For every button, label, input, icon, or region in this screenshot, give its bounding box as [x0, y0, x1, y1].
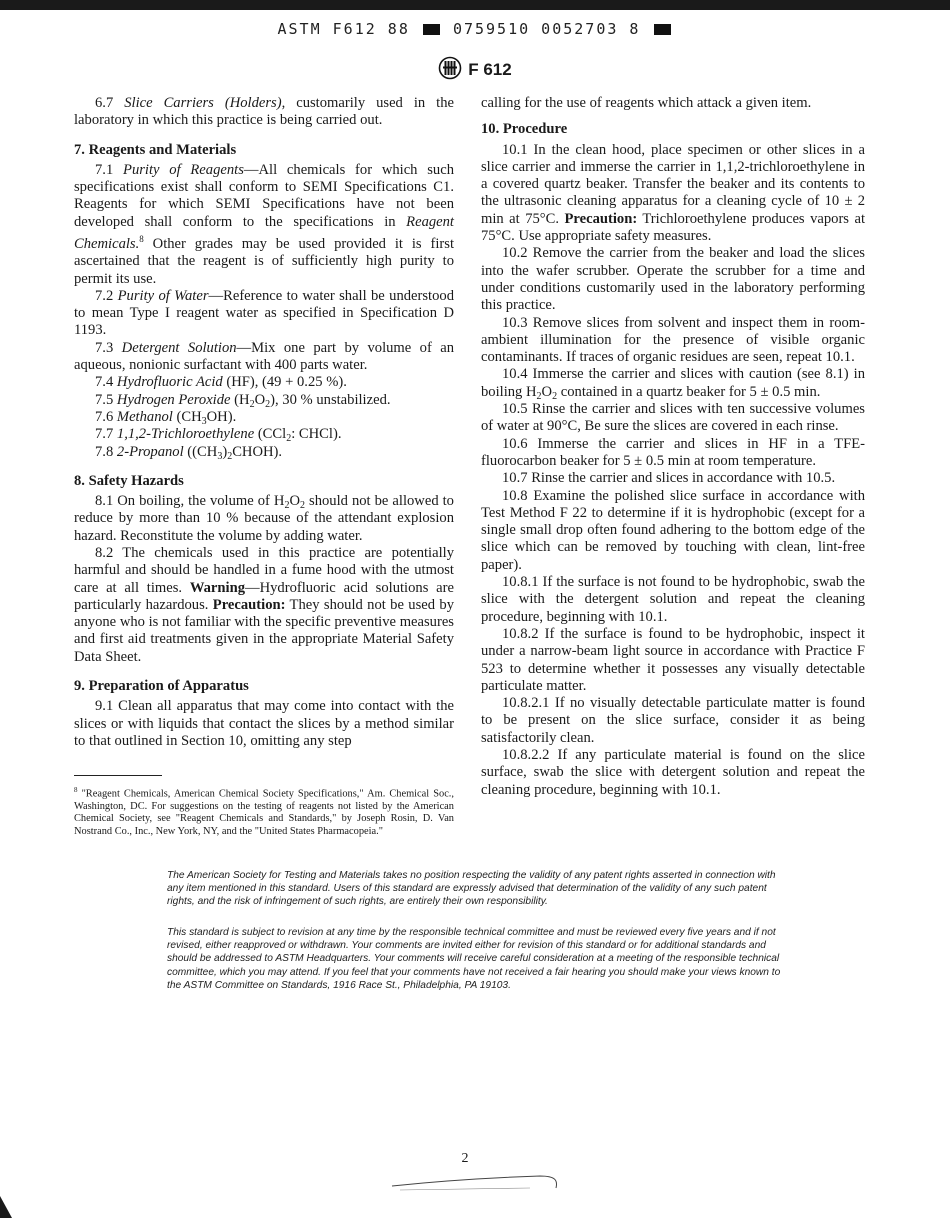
footnote-ref-8: 8: [139, 234, 144, 245]
para-9-1-continued: calling for the use of reagents which attack a given item.: [481, 95, 812, 111]
para-8-1: 8.1 On boiling, the volume of $H_2O_2$ should not be allowed to reduce by more than 10 % because of the attendant explosion hazard. Reconstitute the volume by adding water.: [74, 493, 454, 544]
para-6-7: 6.7 Slice Carriers (Holders), customarily used in the laboratory in which this practice is being carried out.: [74, 95, 454, 129]
para-9-1: 9.1 Clean all apparatus that may come into contact with the slices or with liquids that contact the slices by a method similar to that outlined in Section 10, omitting any step: [74, 698, 454, 749]
right-column: [481, 95, 865, 799]
para-10-8: 10.8 Examine the polished slice surface in accordance with Test Method F 22 to determine if it is hydrophobic (except for a single small drop often found adhering to the bottom edge of the slice which can be removed by touching with clean, lint-free paper).: [481, 487, 865, 573]
footnote-8: $^8$ "Reagent Chemicals, American Chemical Society Specifications," Am. Chemical Soc., Washington, DC. For suggestions on the testing of reagents not listed by the American Chemical Society, see "Reagent Chemicals and Standards," by Joseph Rosin, D. Van Nostrand Co., Inc., New York, NY, and the "United States Pharmacopeia.": [74, 786, 454, 837]
para-10-8-2: 10.8.2 If the surface is found to be hydrophobic, inspect it under a narrow-beam light source in accordance with Practice F 523 to determine whether it possesses any visually detectable particulate matter.: [481, 625, 865, 694]
para-10-1: 10.1 In the clean hood, place specimen or other slices in a slice carrier and immerse the carrier in 1,1,2-trichloroethylene in a covered quartz beaker. Transfer the beaker and its contents to the ultrasonic cleaning apparatus for a cleaning cycle of 10 ± 2 min at 75°C. Precaution: Trichloroethylene produces vapors at 75°C. Use appropriate safety measures.: [481, 141, 865, 245]
para-7-4: 7.4 Hydrofluoric Acid (HF), (49 + 0.25 %).: [95, 374, 347, 391]
page-number: 2: [461, 1151, 469, 1166]
scan-block-mark: [423, 24, 440, 35]
para-7-6: 7.6 Methanol $(CH_3OH)$.: [95, 408, 237, 427]
scan-scribble-mark: [390, 1164, 570, 1194]
revision-notice: This standard is subject to revision at any time by the responsible technical committee and must be reviewed every five years and if not revised, either reapproved or withdrawn. Your comments are invited either for revision of this standard or for additional standards and should be addressed to ASTM Headquarters. Your comments will receive careful consideration at a meeting of the responsible technical committee, which you may attend. If you feel that your comments have not received a fair hearing you should make your views known to the ASTM Committee on Standards, 1916 Race St., Philadelphia, PA 19103.: [167, 927, 781, 991]
para-10-5: 10.5 Rinse the carrier and slices with ten successive volumes of water at 90°C, Be sure the slices are covered in each rinse.: [481, 401, 865, 435]
para-10-4: 10.4 Immerse the carrier and slices with caution (see 8.1) in boiling $H_2O_2$ contained in a quartz beaker for 5 ± 0.5 min.: [481, 366, 865, 402]
document-code-line: [0, 20, 950, 38]
scan-block-mark-2: [654, 24, 671, 35]
section-9-heading: 9. Preparation of Apparatus: [74, 678, 249, 695]
para-7-2: 7.2 Purity of Water—Reference to water shall be understood to mean Type I reagent water as specified in Specification D 1193.: [74, 287, 455, 339]
para-10-2: 10.2 Remove the carrier from the beaker and load the slices into the wafer scrubber. Operate the scrubber for a time and under conditions customarily used in the laboratory performing this practice.: [481, 245, 865, 314]
para-10-8-1: 10.8.1 If the surface is not found to be hydrophobic, swab the slice with the detergent solution and repeat the cleaning procedure, beginning with 10.1.: [481, 574, 865, 625]
left-column: [74, 95, 454, 750]
para-10-8-2-1: 10.8.2.1 If no visually detectable particulate matter is found to be present on the slice surface, consider it as being satisfactorily clean.: [481, 695, 865, 746]
para-7-5: 7.5 Hydrogen Peroxide $(H_2O_2)$, 30 % unstabilized.: [95, 391, 391, 410]
para-7-7: 7.7 1,1,2-Trichloroethylene (CCl$_2$: CHCl).: [95, 426, 342, 445]
scan-top-bar: [0, 0, 950, 10]
para-8-2: 8.2 The chemicals used in this practice are potentially harmful and should be handled in a fume hood with the utmost care at all times. Warning—Hydrofluoric acid solutions are particularly hazardous. Precaution: They should not be used by anyone who is not familiar with the specific preventive measures and first aid treatments given in the appropriate Material Safety Data Sheet.: [74, 544, 454, 665]
footnote-rule: [74, 775, 162, 776]
para-10-7: 10.7 Rinse the carrier and slices in accordance with 10.5.: [502, 470, 836, 487]
para-7-1: 7.1 Purity of Reagents—All chemicals for which such specifications exist shall conform to SEMI Specifications C1. Reagents for which SEMI Specifications have not been developed shall conform to the specifications in Reagent Chemicals.$^8$ Other grades may be used provided it is first ascertained that the reagent is of sufficiently high purity to permit its use.: [74, 161, 455, 287]
para-10-3: 10.3 Remove slices from solvent and inspect them in room-ambient illumination for the presence of visible organic contaminants. If traces of organic residues are seen, repeat 10.1.: [481, 314, 865, 366]
designation-header: [0, 56, 950, 85]
astm-logo-icon: [438, 56, 462, 85]
section-8-heading: 8. Safety Hazards: [74, 472, 184, 489]
para-10-8-2-2: 10.8.2.2 If any particulate material is found on the slice surface, swab the slice with detergent solution and repeat the cleaning procedure, beginning with 10.1.: [481, 746, 865, 798]
section-7-heading: 7. Reagents and Materials: [74, 141, 237, 158]
para-7-8: 7.8 2-Propanol $((CH_3)_2CHOH)$.: [95, 443, 283, 462]
patent-notice: The American Society for Testing and Materials takes no position respecting the validity of any patent rights asserted in connection with any item mentioned in this standard. Users of this standard are expressly advised that determination of the validity of any such patent rights, and the risk of infringement of such rights, are entirely their own responsibility.: [167, 870, 776, 908]
para-10-6: 10.6 Immerse the carrier and slices in HF in a TFE-fluorocarbon beaker for 5 ± 0.5 min at room temperature.: [481, 435, 865, 469]
para-7-3: 7.3 Detergent Solution—Mix one part by volume of an aqueous, nonionic surfactant with 400 parts water.: [74, 339, 454, 374]
scan-corner-mark: [0, 1196, 14, 1218]
section-10-heading: 10. Procedure: [481, 121, 568, 138]
designation-number: F 612: [468, 59, 512, 79]
doc-code-left: ASTM F612 88: [277, 20, 410, 38]
doc-code-right: 0759510 0052703 8: [452, 20, 641, 38]
